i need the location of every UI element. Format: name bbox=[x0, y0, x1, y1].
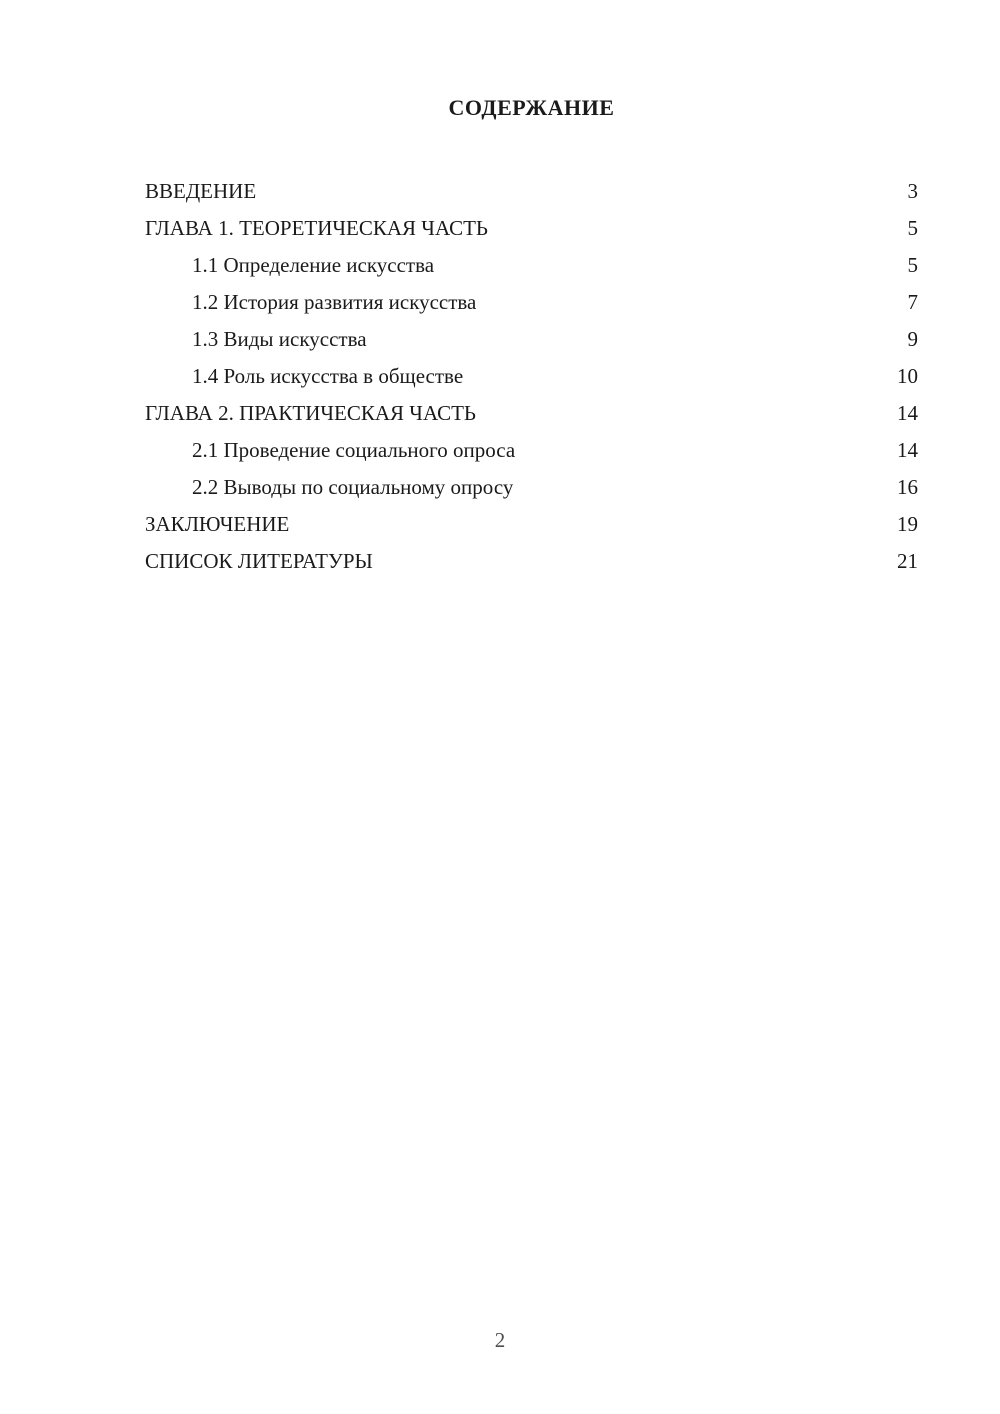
toc-entry-label: 1.1 Определение искусства bbox=[192, 253, 435, 277]
toc-entry-page-number: 7 bbox=[907, 290, 918, 314]
toc-row bbox=[145, 469, 918, 506]
toc-row bbox=[145, 321, 918, 358]
toc-entry-label: ГЛАВА 2. ПРАКТИЧЕСКАЯ ЧАСТЬ bbox=[145, 401, 476, 425]
toc-entry-label: 2.1 Проведение социального опроса bbox=[192, 438, 516, 462]
toc-entry-label: 1.4 Роль искусства в обществе bbox=[192, 364, 464, 388]
toc-row bbox=[145, 284, 918, 321]
toc-row bbox=[145, 247, 918, 284]
toc-entry-page-number: 5 bbox=[907, 253, 918, 277]
toc-entry-label: 1.2 История развития искусства bbox=[192, 290, 477, 314]
toc-entry-page-number: 19 bbox=[897, 512, 918, 536]
toc-entry-label: 1.3 Виды искусства bbox=[192, 327, 367, 351]
toc-row bbox=[145, 432, 918, 469]
toc-entry-page-number: 14 bbox=[897, 401, 918, 425]
toc-row bbox=[145, 173, 918, 210]
toc-entry-label: ВВЕДЕНИЕ bbox=[145, 179, 257, 203]
toc-entry-label: СПИСОК ЛИТЕРАТУРЫ bbox=[145, 549, 373, 573]
toc-entry-label: ЗАКЛЮЧЕНИЕ bbox=[145, 512, 290, 536]
toc-entry-page-number: 21 bbox=[897, 549, 918, 573]
toc-entry-page-number: 14 bbox=[897, 438, 918, 462]
footer-page-number: 2 bbox=[494, 1328, 506, 1352]
toc-entry-label: 2.2 Выводы по социальному опросу bbox=[192, 475, 514, 499]
toc-row bbox=[145, 506, 918, 543]
toc-row bbox=[145, 395, 918, 432]
toc-entry-page-number: 9 bbox=[907, 327, 918, 351]
toc-entry-page-number: 16 bbox=[897, 475, 918, 499]
toc-entry-page-number: 5 bbox=[907, 216, 918, 240]
toc-row bbox=[145, 358, 918, 395]
toc-row bbox=[145, 210, 918, 247]
toc-entry-page-number: 3 bbox=[907, 179, 918, 203]
toc-entry-page-number: 10 bbox=[897, 364, 918, 388]
page-title: СОДЕРЖАНИЕ bbox=[448, 95, 615, 120]
toc-entry-label: ГЛАВА 1. ТЕОРЕТИЧЕСКАЯ ЧАСТЬ bbox=[145, 216, 488, 240]
toc-row bbox=[145, 543, 918, 580]
table-of-contents bbox=[145, 173, 918, 580]
